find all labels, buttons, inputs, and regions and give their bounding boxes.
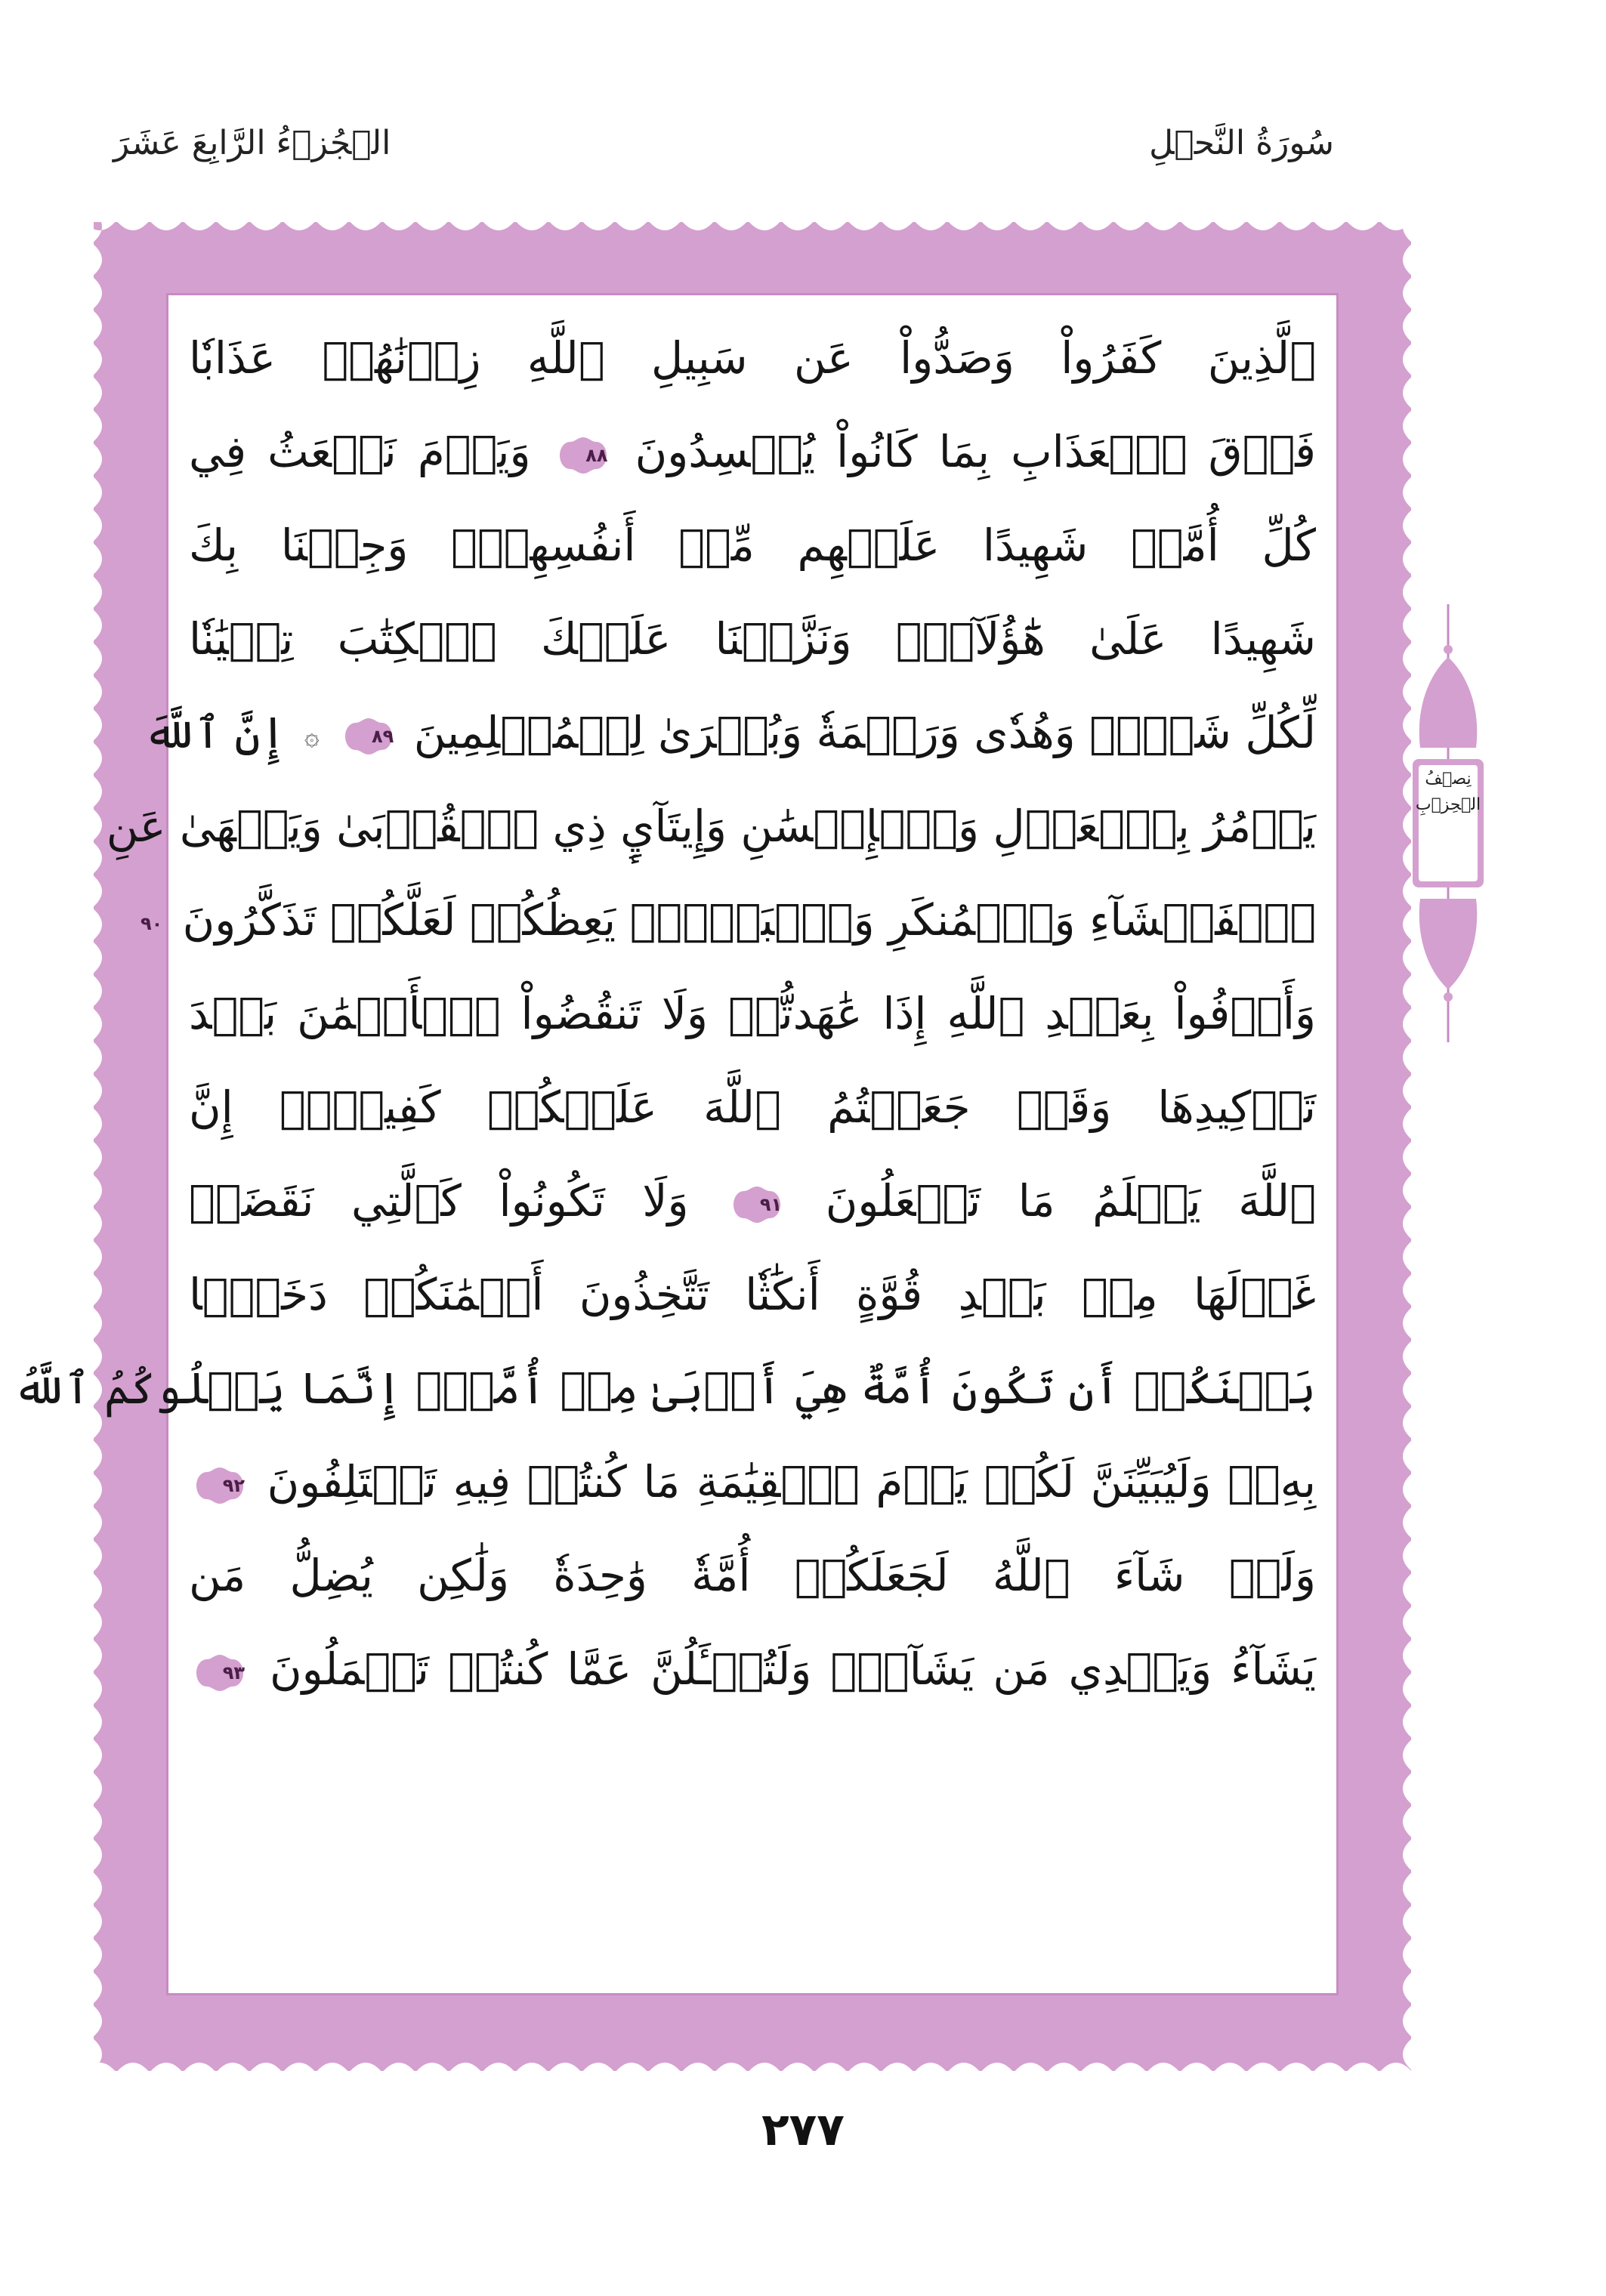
verse-line	[189, 1437, 1316, 1527]
verse-text: وَلَوۡ شَآءَ ٱللَّهُ لَجَعَلَكُمۡ أُمَّةٗ وَٰحِدَةٗ وَلَٰكِن يُضِلُّ مَن	[189, 1550, 1316, 1601]
verse-text: ٱلۡفَحۡشَآءِ وَٱلۡمُنكَرِ وَٱلۡبَغۡيِۚ يَعِظُكُمۡ لَعَلَّكُمۡ تَذَكَّرُونَ	[182, 894, 1316, 946]
ayah-number: ٩٠	[140, 912, 163, 934]
verse-text: ٱللَّهَ يَعۡلَمُ مَا تَفۡعَلُونَ	[825, 1175, 1317, 1227]
verse-line	[189, 1249, 1316, 1340]
verse-line	[189, 313, 1316, 403]
verse-text: بَيۡنَكُمۡ أَن تَكُونَ أُمَّةٌ هِيَ أَرۡبَىٰ مِنۡ أُمَّةٍۚ إِنَّمَا يَبۡلُوكُمُ ٱللَّهُ	[13, 1362, 1316, 1414]
hizb-label-line1: نِصۡفُ	[1425, 770, 1472, 788]
ayah-number-marker	[344, 717, 394, 756]
verse-lines	[13, 310, 1317, 1986]
ayah-number-marker	[195, 1466, 245, 1505]
verse-line	[189, 1062, 1316, 1153]
verse-line	[140, 875, 1316, 965]
ayah-number-marker	[558, 436, 608, 475]
verse-text: بِهِۦۚ وَلَيُبَيِّنَنَّ لَكُمۡ يَوۡمَ ٱلۡقِيَٰمَةِ مَا كُنتُمۡ فِيهِ تَخۡتَلِفُونَ	[267, 1456, 1316, 1508]
ayah-number-marker	[195, 1653, 245, 1693]
juz-name: الۡجُزۡءُ الرَّابِعَ عَشَرَ	[113, 124, 391, 162]
verse-line	[189, 500, 1316, 591]
verse-line	[106, 781, 1316, 872]
verse-text: إِنَّ ٱللَّهَ	[144, 707, 286, 758]
verse-text: وَأَوۡفُواْ بِعَهۡدِ ٱللَّهِ إِذَا عَٰهَدتُّمۡ وَلَا تَنقُضُواْ ٱلۡأَيۡمَٰنَ بَعۡدَ	[189, 988, 1316, 1039]
page-number: ٢٧٧	[761, 2103, 845, 2156]
verse-text: كُلِّ أُمَّةٖ شَهِيدًا عَلَيۡهِم مِّنۡ أَنفُسِهِمۡۖ وَجِئۡنَا بِكَ	[189, 520, 1316, 571]
ayah-number-marker	[732, 1185, 782, 1224]
verse-text: ٱلَّذِينَ كَفَرُواْ وَصَدُّواْ عَن سَبِيلِ ٱللَّهِ زِدۡنَٰهُمۡ عَذَابٗا	[189, 332, 1316, 384]
ayah-number-marker	[113, 904, 162, 943]
ayah-number: ٨٩	[371, 725, 394, 747]
verse-text: لِّكُلِّ شَيۡءٖ وَهُدٗى وَرَحۡمَةٗ وَبُشۡرَىٰ لِلۡمُسۡلِمِينَ	[413, 707, 1316, 758]
verse-line	[13, 1343, 1316, 1433]
verse-text: يَأۡمُرُ بِٱلۡعَدۡلِ وَٱلۡإِحۡسَٰنِ وَإِيتَآيِٕ ذِي ٱلۡقُرۡبَىٰ وَيَنۡهَىٰ عَنِ	[106, 801, 1316, 852]
verse-line	[189, 1530, 1316, 1621]
ayah-number: ٩١	[759, 1193, 783, 1215]
verse-text: فَوۡقَ ٱلۡعَذَابِ بِمَا كَانُواْ يُفۡسِدُونَ	[635, 426, 1317, 477]
verse-line	[189, 406, 1316, 497]
hizb-star-icon: ۞	[304, 721, 320, 751]
verse-line	[189, 594, 1316, 684]
verse-text: تَوۡكِيدِهَا وَقَدۡ جَعَلۡتُمُ ٱللَّهَ عَلَيۡكُمۡ كَفِيلًاۚ إِنَّ	[189, 1082, 1316, 1133]
ayah-number: ٨٨	[585, 444, 608, 466]
ayah-number: ٩٢	[222, 1474, 245, 1496]
verse-text: شَهِيدًا عَلَىٰ هَٰٓؤُلَآءِۚ وَنَزَّلۡنَا عَلَيۡكَ ٱلۡكِتَٰبَ تِبۡيَٰنٗا	[189, 613, 1316, 665]
verse-text: وَلَا تَكُونُواْ كَٱلَّتِي نَقَضَتۡ	[189, 1175, 689, 1227]
verse-line	[189, 968, 1316, 1059]
ayah-number: ٩٣	[222, 1662, 245, 1683]
hizb-label	[1413, 767, 1484, 865]
verse-text: يَشَآءُ وَيَهۡدِي مَن يَشَآءُۚ وَلَتُسۡـَٔلُنَّ عَمَّا كُنتُمۡ تَعۡمَلُونَ	[270, 1643, 1317, 1695]
verse-line	[189, 1624, 1316, 1714]
verse-line	[189, 1156, 1316, 1246]
surah-name: سُورَةُ النَّحۡلِ	[1149, 124, 1334, 162]
verse-text: وَيَوۡمَ نَبۡعَثُ فِي	[189, 426, 531, 477]
verse-line	[144, 687, 1316, 778]
hizb-label-line2: الۡحِزۡبِ	[1415, 795, 1481, 814]
verse-text: غَزۡلَهَا مِنۢ بَعۡدِ قُوَّةٍ أَنكَٰثٗا تَتَّخِذُونَ أَيۡمَٰنَكُمۡ دَخَلَۢا	[189, 1269, 1316, 1320]
